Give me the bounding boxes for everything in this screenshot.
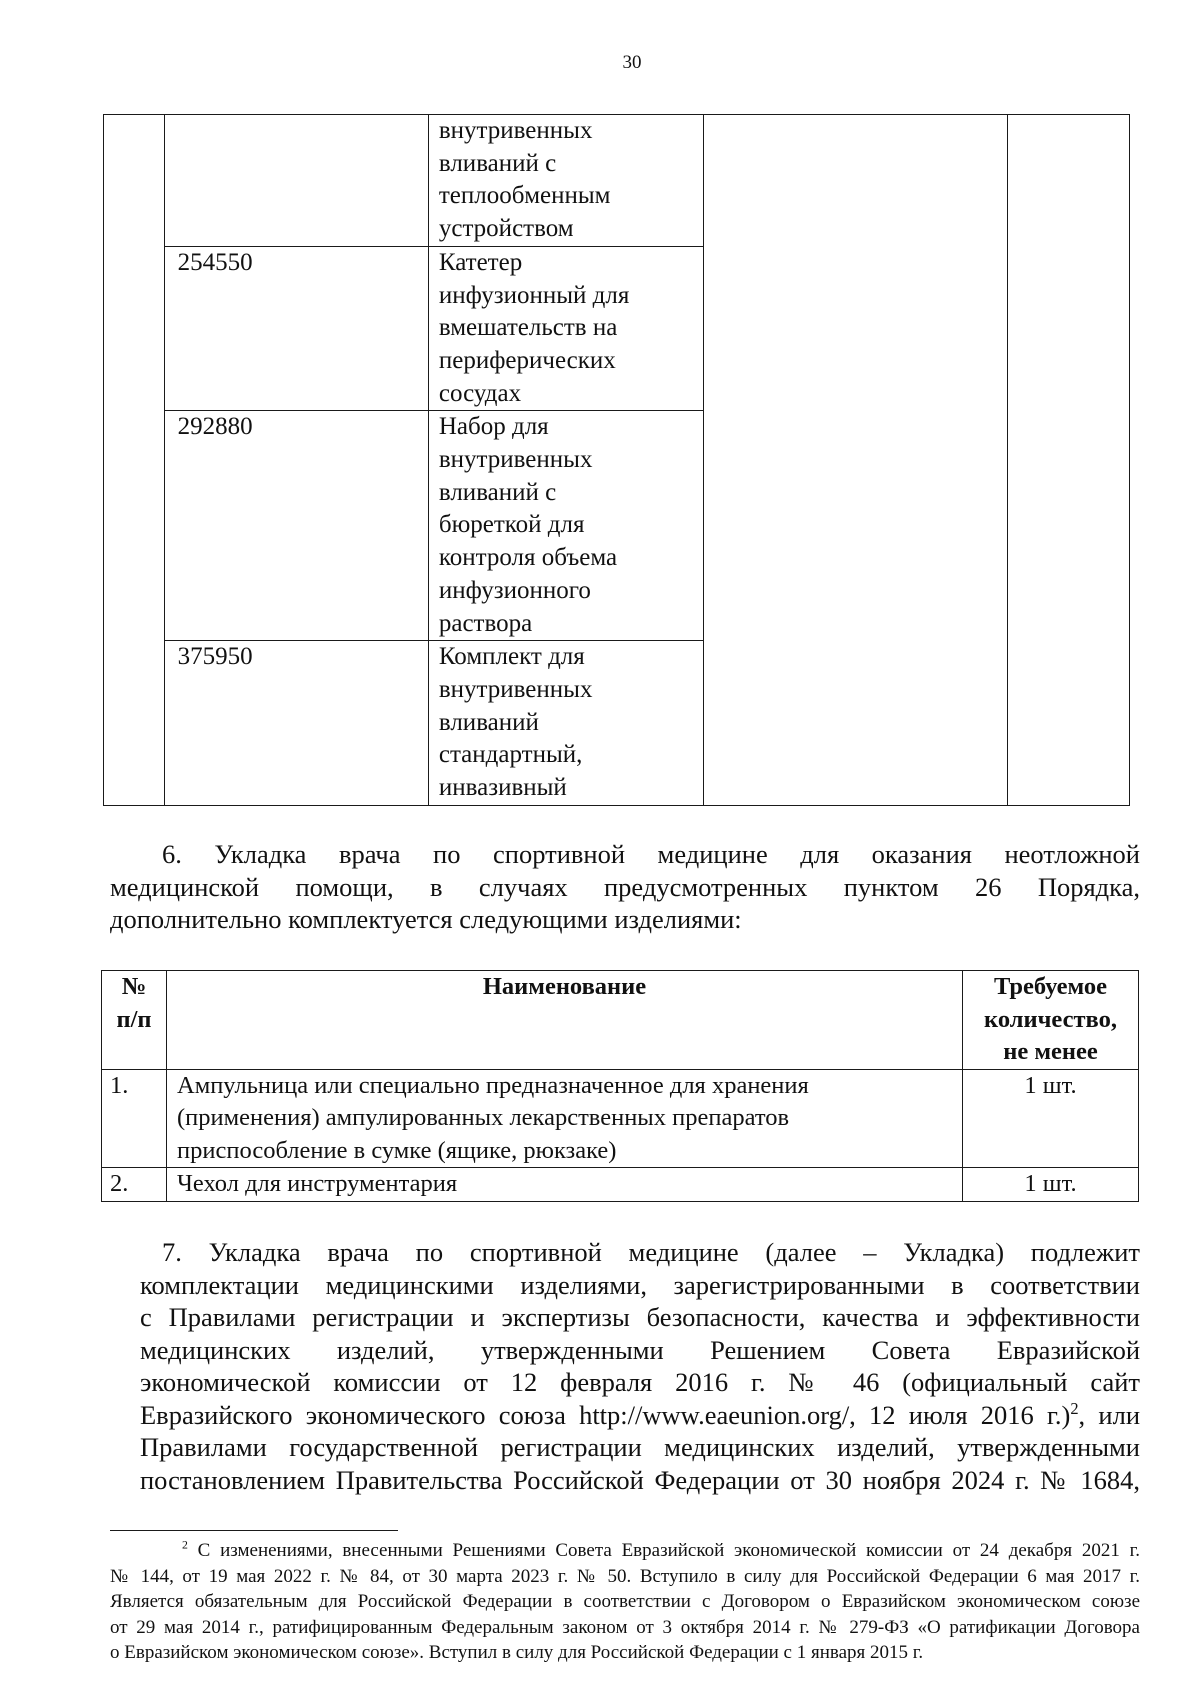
row-quantity: 1 шт. bbox=[963, 1168, 1139, 1202]
device-name-line: устройством bbox=[438, 215, 574, 243]
row-name bbox=[167, 1069, 963, 1168]
paragraph-line: постановлением Правительства Российской Федерации от 30 ноября 2024 г. № 1684, bbox=[140, 1464, 1140, 1495]
paragraph-7 bbox=[140, 1236, 1140, 1496]
paragraph-line: 6. Укладка врача по спортивной медицине для оказания неотложной bbox=[162, 839, 1140, 869]
footnote-marker: 2 bbox=[182, 1538, 188, 1552]
footnote-line: Является обязательным для Российской Федерации в соответствии с Договором о Евразийском экономическом союзе bbox=[110, 1591, 1140, 1612]
header-quantity bbox=[963, 971, 1139, 1070]
device-code-cell: 254550 bbox=[164, 246, 428, 411]
header-quantity-line: количество, bbox=[984, 1005, 1117, 1033]
device-name-line: сосудах bbox=[438, 379, 522, 407]
table-row bbox=[102, 1069, 1139, 1168]
paragraph-line: 7. Укладка врача по спортивной медицине (далее – Укладка) подлежит bbox=[162, 1237, 1140, 1267]
row-name-line: Ампульница или специально предназначенное для хранения bbox=[177, 1071, 809, 1099]
row-name-line: приспособление в сумке (ящике, рюкзаке) bbox=[177, 1136, 617, 1164]
paragraph-line: медицинских изделий, утвержденными Решением Совета Евразийской bbox=[140, 1334, 1140, 1365]
header-number bbox=[102, 971, 167, 1070]
device-name-line: вливаний с bbox=[438, 149, 557, 177]
device-name-line: вливаний с bbox=[438, 478, 557, 506]
table-row bbox=[104, 115, 1130, 247]
paragraph-line: комплектации медицинскими изделиями, зарегистрированными в соответствии bbox=[140, 1269, 1140, 1300]
device-code-cell bbox=[164, 115, 428, 247]
device-name-line: вмешательств на bbox=[438, 314, 618, 342]
device-code-cell: 375950 bbox=[164, 641, 428, 806]
device-name-line: теплообменным bbox=[438, 182, 611, 210]
paragraph-line-text: Евразийского экономического союза http://www.eaeunion.org/, 12 июля 2016 г.) bbox=[140, 1399, 1071, 1430]
footnote bbox=[110, 1538, 1140, 1666]
header-number-line: п/п bbox=[116, 1005, 152, 1033]
paragraph-6 bbox=[110, 838, 1140, 936]
device-name-line: Катетер bbox=[438, 248, 523, 276]
row-number: 2. bbox=[102, 1168, 167, 1202]
footnote-reference[interactable]: 2 bbox=[1070, 1398, 1079, 1418]
device-name-line: внутривенных bbox=[438, 117, 593, 144]
device-code-cell: 292880 bbox=[164, 411, 428, 641]
device-name-line: Набор для bbox=[438, 413, 549, 441]
device-name-line: инвазивный bbox=[438, 774, 567, 802]
paragraph-line: медицинской помощи, в случаях предусмотренных пунктом 26 Порядка, bbox=[110, 871, 1140, 902]
device-name-cell bbox=[428, 246, 704, 411]
page-number: 30 bbox=[622, 52, 642, 73]
table-row bbox=[102, 1168, 1139, 1202]
device-name-line: раствора bbox=[438, 609, 533, 637]
footnote-divider bbox=[110, 1530, 398, 1531]
device-name-line: инфузионный для bbox=[438, 281, 630, 309]
paragraph-line: Правилами государственной регистрации медицинских изделий, утвержденными bbox=[140, 1432, 1140, 1462]
device-name-line: Комплект для bbox=[438, 643, 585, 671]
device-name-line: внутривенных bbox=[438, 446, 593, 474]
table-cell-empty bbox=[104, 115, 165, 806]
continued-device-table bbox=[103, 114, 1130, 806]
device-name-line: инфузионного bbox=[438, 576, 591, 604]
header-number-line: № bbox=[121, 973, 147, 1000]
paragraph-line-with-footnote bbox=[140, 1399, 1140, 1432]
device-name-line: контроля объема bbox=[438, 544, 618, 572]
footnote-line bbox=[110, 1538, 1140, 1564]
table-header-row bbox=[102, 971, 1139, 1070]
footnote-line: от 29 мая 2014 г., ратифицированным Федеральным законом от 3 октября 2014 г. № 279-ФЗ «О ратификации Договора bbox=[110, 1616, 1140, 1638]
paragraph-line: дополнительно комплектуется следующими изделиями: bbox=[110, 904, 742, 934]
row-quantity: 1 шт. bbox=[963, 1069, 1139, 1168]
device-name-line: периферических bbox=[438, 346, 616, 374]
header-quantity-line: Требуемое bbox=[993, 973, 1108, 1000]
device-name-line: бюреткой для bbox=[438, 511, 585, 539]
footnote-line: № 144, от 19 мая 2022 г. № 84, от 30 марта 2023 г. № 50. Вступило в силу для Российской Федерации 6 мая 2017 г. bbox=[110, 1565, 1140, 1587]
row-number: 1. bbox=[102, 1069, 167, 1168]
table-cell-empty bbox=[704, 115, 1007, 806]
kit-table bbox=[101, 970, 1139, 1202]
device-name-cell bbox=[428, 115, 704, 247]
row-name: Чехол для инструментария bbox=[167, 1168, 963, 1202]
header-name: Наименование bbox=[167, 971, 963, 1070]
paragraph-line: с Правилами регистрации и экспертизы безопасности, качества и эффективности bbox=[140, 1302, 1140, 1332]
device-name-line: внутривенных bbox=[438, 675, 593, 703]
row-name-line: (применения) ампулированных лекарственных препаратов bbox=[177, 1104, 790, 1131]
header-quantity-line: не менее bbox=[1003, 1038, 1098, 1065]
device-name-cell bbox=[428, 411, 704, 641]
footnote-line: о Евразийском экономическом союзе». Вступил в силу для Российской Федерации с 1 января 2015 г. bbox=[110, 1642, 924, 1663]
table-cell-empty bbox=[1007, 115, 1129, 806]
paragraph-line-tail: , или bbox=[1078, 1399, 1140, 1430]
device-name-line: стандартный, bbox=[438, 741, 583, 769]
device-name-cell bbox=[428, 641, 704, 806]
footnote-line-text: С изменениями, внесенными Решениями Совета Евразийской экономической комиссии от 24 декабря 2021 г. bbox=[187, 1540, 1140, 1561]
paragraph-line: экономической комиссии от 12 февраля 2016 г. № 46 (официальный сайт bbox=[140, 1367, 1140, 1397]
device-name-line: вливаний bbox=[438, 708, 539, 736]
